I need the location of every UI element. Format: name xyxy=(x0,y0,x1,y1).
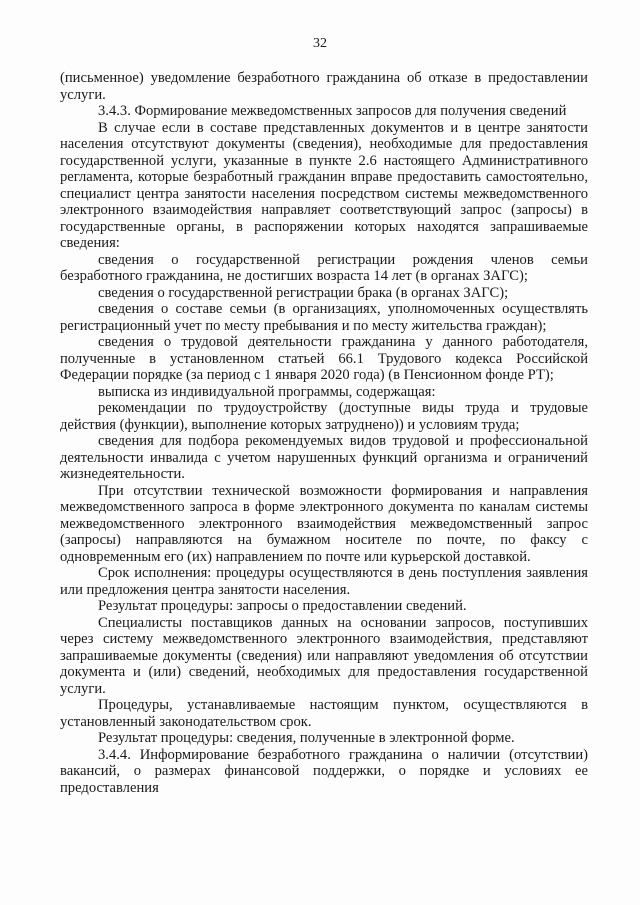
list-item: сведения для подбора рекомендуемых видов трудовой и профессиональной деятельности инвалида с учетом нарушенных функций организма и ограничений жизнедеятельности. xyxy=(60,433,588,482)
paragraph: (письменное) уведомление безработного гражданина об отказе в предоставлении услуги. xyxy=(60,70,588,103)
page-number: 32 xyxy=(313,36,327,51)
list-item: сведения о трудовой деятельности гражданина у данного работодателя, полученные в установленном статьей 66.1 Трудового кодекса Российской Федерации порядке (за период с 1 января 2020 года) (в Пенсионном фонде РТ); xyxy=(60,334,588,383)
paragraph: Специалисты поставщиков данных на основании запросов, поступивших через систему межведомственного электронного взаимодействия, представляют запрашиваемые документы (сведения) или направляют уведомления об отсутствии документа и (или) сведений, необходимых для предоставления государственной услуги. xyxy=(60,614,588,697)
list-item: рекомендации по трудоустройству (доступные виды труда и трудовые действия (функции), выполнение которых затруднено)) и условиям труда; xyxy=(60,400,588,433)
section-heading: 3.4.4. Информирование безработного гражданина о наличии (отсутствии) вакансий, о размерах финансовой поддержки, о порядке и условиях ее предоставления xyxy=(60,746,588,796)
list-item: сведения о составе семьи (в организациях, уполномоченных осуществлять регистрационный учет по месту пребывания и по месту жительства граждан); xyxy=(60,301,588,334)
list-item: выписка из индивидуальной программы, содержащая: xyxy=(98,383,436,400)
list-item: сведения о государственной регистрации брака (в органах ЗАГС); xyxy=(98,284,509,301)
paragraph: При отсутствии технической возможности формирования и направления межведомственного запроса в форме электронного документа по каналам системы межведомственного электронного взаимодействия межведомственный запрос (запросы) направляются на бумажном носителе по почте, по факсу с одновременным его (их) направлением по почте или курьерской доставкой. xyxy=(60,482,588,565)
paragraph: В случае если в составе представленных документов и в центре занятости населения отсутствуют документы (сведения), необходимые для предоставления государственной услуги, указанные в пункте 2.6 настоящего Административного регламента, которые безработный гражданин вправе предоставить самостоятельно, специалист центра занятости населения посредством системы межведомственного электронного взаимодействия направляет соответствующий запрос (запросы) в государственные органы, в распоряжении которых находятся запрашиваемые сведения: xyxy=(60,119,588,251)
section-heading: 3.4.3. Формирование межведомственных запросов для получения сведений xyxy=(98,103,567,119)
list-item: сведения о государственной регистрации рождения членов семьи безработного гражданина, не достигших возраста 14 лет (в органах ЗАГС); xyxy=(60,251,588,284)
paragraph: Процедуры, устанавливаемые настоящим пунктом, осуществляются в установленный законодательством срок. xyxy=(60,697,588,730)
paragraph: Результат процедуры: сведения, полученные в электронной форме. xyxy=(98,730,515,746)
paragraph: Срок исполнения: процедуры осуществляются в день поступления заявления или предложения центра занятости населения. xyxy=(60,565,588,598)
paragraph: Результат процедуры: запросы о предоставлении сведений. xyxy=(98,598,467,614)
document-body xyxy=(60,70,588,796)
